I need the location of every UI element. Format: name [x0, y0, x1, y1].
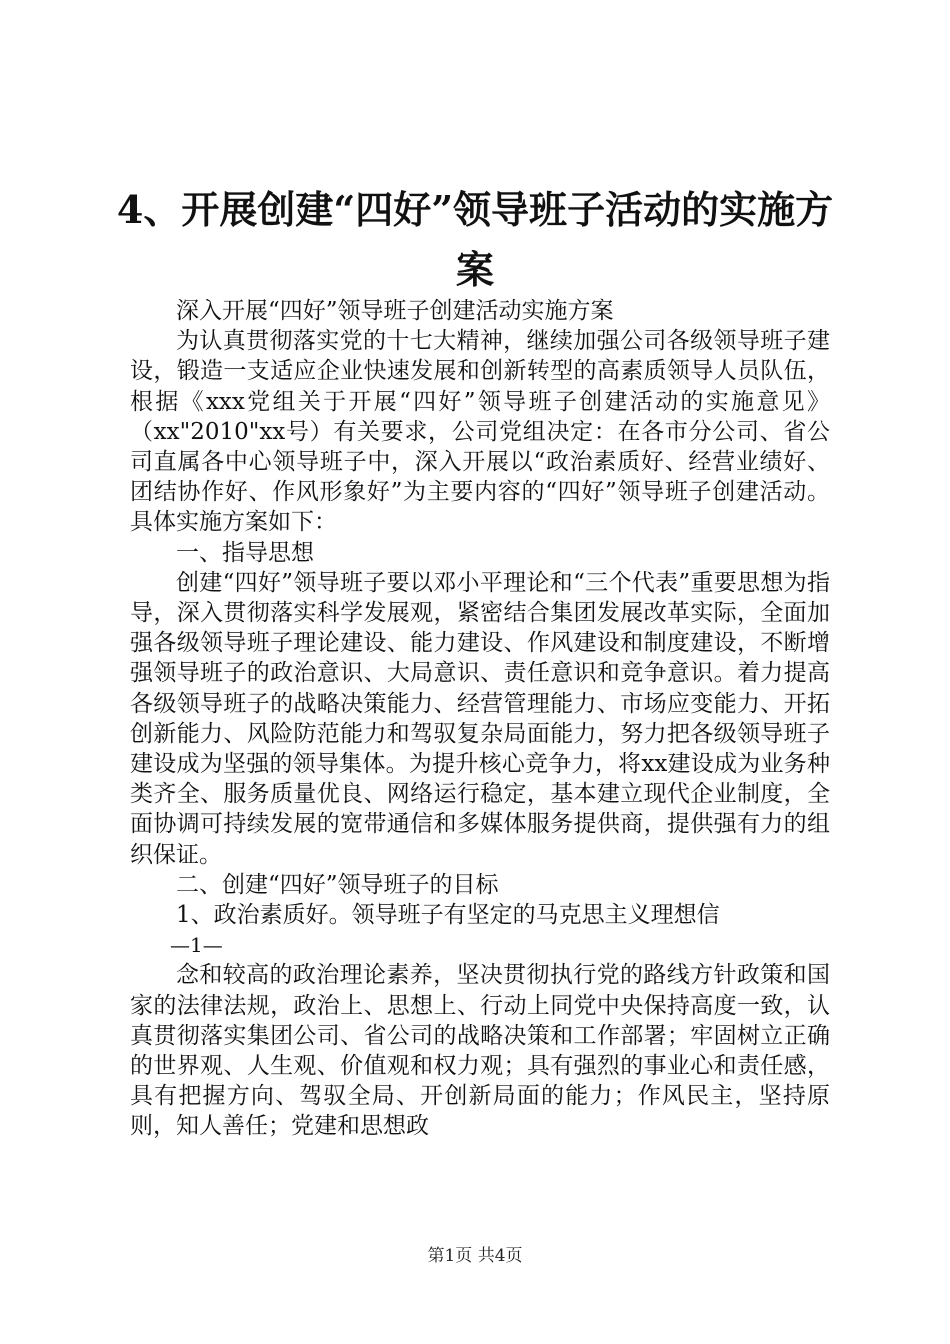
section-heading-goals: 二、创建“四好”领导班子的目标: [176, 871, 499, 898]
goal-1-continued-paragraph: 念和较高的政治理论素养，坚决贯彻执行党的路线方针政策和国家的法律法规，政治上、思想上、行动上同党中央保持高度一致，认真贯彻落实集团公司、省公司的战略决策和工作部署；牢固树立正确的世界观、人生观、价值观和权力观；具有强烈的事业心和责任感，具有把握方向、驾驭全局、开创新局面的能力；作风民主，坚持原则，知人善任；党建和思想政: [130, 962, 830, 1140]
inline-page-mark: —1—: [170, 933, 223, 958]
intro-paragraph: 为认真贯彻落实党的十七大精神，继续加强公司各级领导班子建设，锻造一支适应企业快速发展和创新转型的高素质领导人员队伍，根据《xxx党组关于开展“四好”领导班子创建活动的实施意见》（xx"2010"xx号）有关要求，公司党组决定：在各市分公司、省公司直属各中心领导班子中，深入开展以“政治素质好、经营业绩好、团结协作好、作风形象好”为主要内容的“四好”领导班子创建活动。具体实施方案如下：: [130, 328, 830, 536]
page-footer: 第1页 共4页: [427, 1246, 523, 1266]
document-body: [130, 296, 830, 1142]
goal-1-paragraph: 1、政治素质好。领导班子有坚定的马克思主义理想信: [176, 902, 720, 929]
section-heading-guiding-thought: 一、指导思想: [176, 539, 314, 566]
subtitle-paragraph: 深入开展“四好”领导班子创建活动实施方案: [176, 298, 614, 324]
guiding-thought-paragraph: 创建“四好”领导班子要以邓小平理论和“三个代表”重要思想为指导，深入贯彻落实科学发展观，紧密结合集团发展改革实际，全面加强各级领导班子理论建设、能力建设、作风建设和制度建设，不断增强领导班子的政治意识、大局意识、责任意识和竞争意识。着力提高各级领导班子的战略决策能力、经营管理能力、市场应变能力、开拓创新能力、风险防范能力和驾驭复杂局面能力，努力把各级领导班子建设成为坚强的领导集体。为提升核心竞争力，将xx建设成为业务种类齐全、服务质量优良、网络运行稳定，基本建立现代企业制度，全面协调可持续发展的宽带通信和多媒体服务提供商，提供强有力的组织保证。: [130, 569, 830, 868]
document-title: 4、开展创建“四好”领导班子活动的实施方案: [116, 187, 834, 292]
